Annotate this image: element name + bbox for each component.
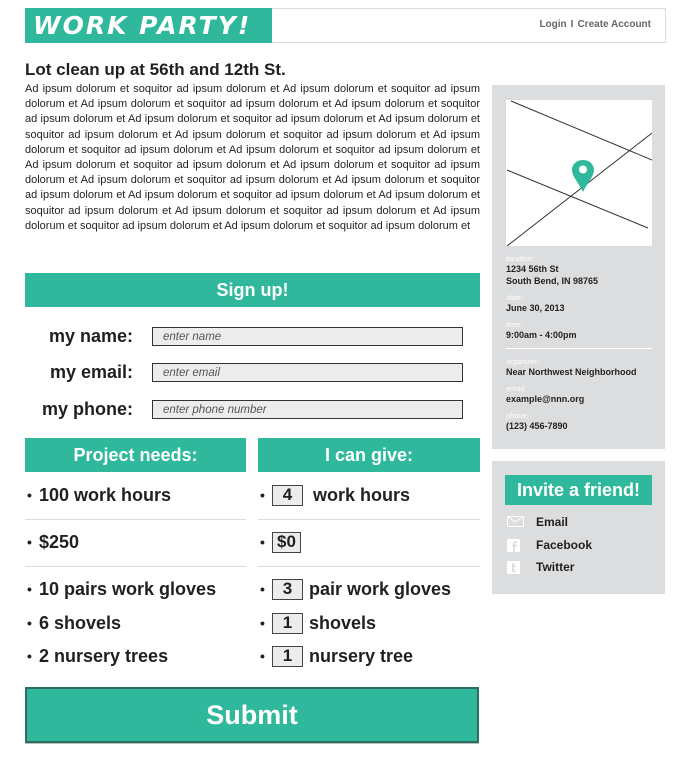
list-item: • 6 shovels — [27, 612, 122, 633]
list-item: • 2 nursery trees — [27, 645, 169, 666]
location-info: location: 1234 56th St South Bend, IN 98765 — [506, 254, 599, 286]
bullet-icon: • — [260, 581, 265, 598]
email-input[interactable] — [152, 363, 463, 382]
location-pin-icon — [572, 160, 594, 192]
email-info: email: example@nnn.org — [506, 384, 585, 404]
event-description: Ad ipsum dolorum et soquitor ad ipsum dolorum et Ad ipsum dolorum et soquitor ad ipsum dolorum et Ad ipsum dolorum et soquitor ad ipsum dolorum et Ad ipsum dolorum et soquitor ad ipsum dolorum et Ad ipsum dolorum et soquitor ad ipsum dolorum et Ad ipsum dolorum et soquitor ad ipsum dolorum et Ad ipsum dolorum et soquitor ad ipsum dolorum et Ad ipsum dolorum et soquitor ad ipsum dolorum et Ad ipsum dolorum et soquitor ad ipsum dolorum et Ad ipsum dolorum et soquitor ad ipsum dolorum et Ad ipsum dolorum et soquitor ad ipsum dolorum et Ad ipsum dolorum et soquitor ad ipsum dolorum et Ad ipsum dolorum et soquitor ad ipsum dolorum et Ad ipsum dolorum et soquitor ad ipsum dolorum et Ad ipsum dolorum et soquitor ad ipsum dolorum et Ad ipsum dolorum et soquitor ad ipsum dolorum et Ad ipsum dolorum et soquitor ad ipsum dolorum et Ad ipsum dolorum et soquitor ad ipsum dolorum et — [25, 83, 480, 232]
name-input[interactable] — [152, 327, 463, 346]
name-row — [25, 325, 480, 347]
phone-info: phone: (123) 456-7890 — [506, 411, 568, 431]
list-item: • 100 work hours — [27, 484, 172, 505]
street-line — [507, 133, 652, 246]
invite-heading: Invite a friend! — [505, 475, 652, 505]
date-info: date: June 30, 2013 — [506, 293, 565, 313]
i-can-give-heading: I can give: — [258, 438, 480, 472]
name-label: my name: — [48, 326, 133, 346]
bullet-icon: • — [27, 534, 32, 551]
auth-links — [539, 19, 651, 30]
invite-panel: Invite a friend! Email Facebook Twitter — [492, 461, 665, 594]
logo[interactable]: WORK PARTY! — [25, 8, 272, 43]
list-item: •1 shovels — [258, 612, 480, 634]
divider — [25, 566, 246, 567]
signup-heading: Sign up! — [25, 273, 480, 307]
submit-button[interactable]: Submit — [25, 687, 479, 743]
bullet-icon: • — [260, 648, 265, 665]
auth-separator: I — [570, 19, 574, 30]
bullet-icon: • — [260, 487, 265, 504]
facebook-icon — [507, 539, 520, 555]
shovels-input[interactable] — [272, 613, 303, 634]
list-item: •1 nursery tree — [258, 645, 480, 667]
phone-row — [25, 398, 480, 420]
donation-input[interactable] — [272, 532, 301, 553]
email-label: my email: — [49, 362, 133, 382]
list-item — [258, 531, 480, 553]
map[interactable] — [506, 100, 652, 246]
bullet-icon: • — [27, 487, 32, 504]
phone-input[interactable] — [152, 400, 463, 419]
list-item: • 10 pairs work gloves — [27, 578, 217, 599]
map-graphic — [506, 100, 652, 246]
list-item: •4 work hours — [258, 484, 480, 506]
event-title: Lot clean up at 56th and 12th St. — [25, 60, 286, 79]
project-needs-heading: Project needs: — [25, 438, 246, 472]
bullet-icon: • — [260, 615, 265, 632]
divider — [25, 519, 246, 520]
organizer-info: organizer: Near Northwest Neighborhood — [506, 357, 637, 377]
create-account-link[interactable]: Create Account — [577, 19, 651, 30]
bullet-icon: • — [27, 615, 32, 632]
gloves-input[interactable] — [272, 579, 303, 600]
event-details-panel — [492, 85, 665, 449]
login-link[interactable]: Login — [539, 19, 567, 30]
twitter-icon — [507, 561, 520, 577]
bullet-icon: • — [260, 534, 265, 551]
bullet-icon: • — [27, 648, 32, 665]
bullet-icon: • — [27, 581, 32, 598]
work-hours-input[interactable] — [272, 485, 303, 506]
trees-input[interactable] — [272, 646, 303, 667]
phone-label: my phone: — [41, 399, 133, 419]
time-info: time: 9:00am - 4:00pm — [506, 320, 577, 340]
site-header — [25, 8, 666, 43]
divider — [258, 566, 480, 567]
divider — [506, 348, 652, 349]
envelope-icon — [507, 516, 524, 530]
list-item: • $250 — [27, 531, 80, 552]
divider — [258, 519, 480, 520]
list-item: •3 pair work gloves — [258, 578, 480, 600]
email-row — [25, 361, 480, 383]
street-line — [511, 101, 652, 160]
